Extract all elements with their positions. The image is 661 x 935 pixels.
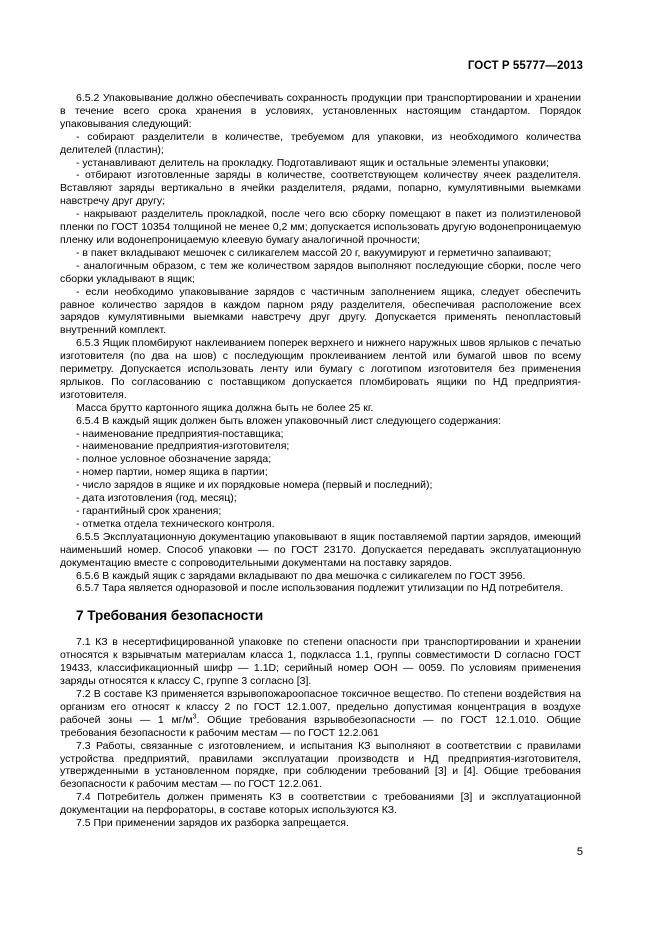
list-item: - если необходимо упаковывание зарядов с частичным заполнением ящика, следует обеспечить равное количество зарядов в каждом парном ряду разделителя, обеспечивая расположение всех зарядов кумулятивными выемками навстречу друг другу. Допускается применять пенопластовый внутренний комплект. bbox=[60, 285, 581, 337]
section-title: 7 Требования безопасности bbox=[76, 608, 264, 624]
list-item: - аналогичным образом, с тем же количеством зарядов выполняют последующие сборки, после чего сборки укладывают в ящик; bbox=[60, 259, 581, 285]
safety-section bbox=[60, 636, 581, 830]
paragraph: Масса брутто картонного ящика должна быть не более 25 кг. bbox=[76, 401, 374, 414]
document-body bbox=[60, 92, 581, 830]
text-run: 7.2 В составе КЗ применяется взрывопожароопасное токсичное вещество. По степени воздействия на организм его относят к классу 2 по ГОСТ 12.1.007, предельно допустимая концентрация в воздухе рабочей зоны — 1 мг/м bbox=[60, 687, 581, 726]
list-item: - число зарядов в ящике и их порядковые номера (первый и последний); bbox=[76, 479, 433, 492]
list-item: - в пакет вкладывают мешочек с силикагелем массой 20 г, вакуумируют и герметично запаивают; bbox=[76, 246, 552, 259]
paragraph: 6.5.5 Эксплуатационную документацию упаковывают в ящик поставляемой партии зарядов, имеющий наименьший номер. Способ упаковки — по ГОСТ 23170. Допускается передавать эксплуатационную документацию вместе с сопроводительными документами на поставку зарядов. bbox=[60, 530, 581, 569]
paragraph bbox=[60, 688, 581, 740]
superscript: 3 bbox=[192, 713, 197, 721]
list-item: - устанавливают делитель на прокладку. Подготавливают ящик и остальные элементы упаковки; bbox=[76, 156, 550, 169]
standard-header: ГОСТ Р 55777—2013 bbox=[467, 60, 583, 72]
list-item: - отбирают изготовленные заряды в количестве, соответствующем количеству ячеек разделителя. Вставляют заряды вертикально в ячейки разделителя, рядами, попарно, кумулятивными выемками навстречу друг другу; bbox=[60, 169, 581, 208]
paragraph: 6.5.2 Упаковывание должно обеспечивать сохранность продукции при транспортировании и хранении в течение всего срока хранения в условиях, установленных настоящим стандартом. Порядок упаковывания следующий: bbox=[60, 92, 581, 130]
paragraph: 6.5.6 В каждый ящик с зарядами вкладывают по два мешочка с силикагелем по ГОСТ 3956. bbox=[76, 569, 526, 582]
list-item: - накрывают разделитель прокладкой, после чего всю сборку помещают в пакет из полиэтиленовой пленки по ГОСТ 10354 толщиной не менее 0,2 мм; допускается использовать другую водонепроницаемую пленку или водонепроницаемую клеевую бумагу аналогичной прочности; bbox=[60, 208, 581, 246]
paragraph: 7.1 КЗ в несертифицированной упаковке по степени опасности при транспортировании и хранении относятся к взрывчатым материалам класса 1, подкласса 1.1, группы совместимости D согласно ГОСТ 19433, классификационный шифр — 1.1D; серийный номер ООН — 0059. По условиям применения заряды относятся к классу С, группе 3 согласно [3]. bbox=[60, 636, 581, 688]
list-item: - дата изготовления (год, месяц); bbox=[76, 492, 237, 505]
text-run: . Общие требования взрывобезопасности — по ГОСТ 12.1.010. Общие требования безопасности к рабочим местам — по ГОСТ 12.2.061 bbox=[60, 713, 581, 739]
list-item: - наименование предприятия-изготовителя; bbox=[76, 440, 290, 453]
list-item: - полное условное обозначение заряда; bbox=[76, 453, 272, 466]
list-item: - наименование предприятия-поставщика; bbox=[76, 427, 284, 440]
page-number: 5 bbox=[576, 846, 583, 858]
list-item: - номер партии, номер ящика в партии; bbox=[76, 466, 268, 479]
paragraph: 6.5.3 Ящик пломбируют наклеиванием поперек верхнего и нижнего наружных швов ярлыков с печатью изготовителя (по два на шов) с последующим проклеиванием лентой или бумагой швов по всему периметру. Допускается использовать ленту или бумагу с логотипом изготовителя без применения ярлыков. По согласованию с поставщиком допускается пломбировать ящики по НД предприятия-изготовителя. bbox=[60, 337, 581, 401]
paragraph: 6.5.4 В каждый ящик должен быть вложен упаковочный лист следующего содержания: bbox=[76, 414, 501, 427]
paragraph: 7.4 Потребитель должен применять КЗ в соответствии с требованиями [3] и эксплуатационной документации на перфораторы, в составе которых используются КЗ. bbox=[60, 791, 581, 817]
paragraph: 6.5.7 Тара является одноразовой и после использования подлежит утилизации по НД потребителя. bbox=[76, 582, 564, 595]
paragraph: 7.5 При применении зарядов их разборка запрещается. bbox=[76, 817, 349, 830]
list-item: - отметка отдела технического контроля. bbox=[76, 517, 275, 530]
list-item: - собирают разделители в количестве, требуемом для упаковки, из необходимого количества делителей (пластин); bbox=[60, 130, 581, 156]
list-item: - гарантийный срок хранения; bbox=[76, 505, 222, 517]
packaging-section bbox=[60, 92, 581, 595]
paragraph: 7.3 Работы, связанные с изготовлением, и испытания КЗ выполняют в соответствии с правилами устройства предприятий, правилами эксплуатации производств и НД предприятия-изготовителя, утвержденными в установленном порядке, при соблюдении требований [3] и [4]. Общие требования безопасности к рабочим местам — по ГОСТ 12.2.061. bbox=[60, 739, 581, 791]
